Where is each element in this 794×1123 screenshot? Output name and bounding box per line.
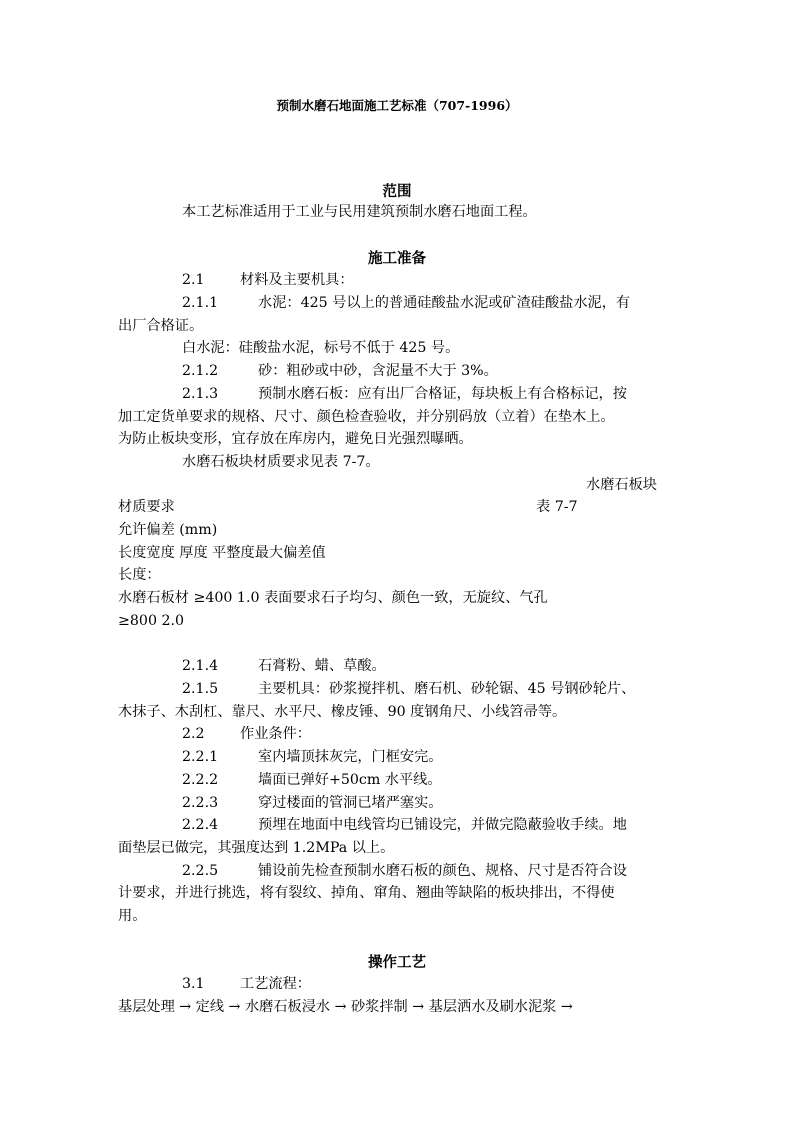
- white-cement-text: 白水泥：硅酸盐水泥，标号不低于 425 号。: [182, 340, 460, 356]
- paragraph-2-2-5-cont-2: 用。: [118, 908, 147, 924]
- paragraph-2-1-1-cont: 出厂合格证。: [118, 318, 204, 334]
- paragraph-3-1: [182, 974, 311, 994]
- paragraph-text: 作业条件：: [240, 726, 311, 742]
- paragraph-2-2-1: [182, 747, 442, 767]
- table-row-2: ≥800 2.0: [118, 613, 185, 629]
- paragraph-2-2: [182, 724, 311, 744]
- paragraph-number: 2.1.1: [182, 295, 219, 311]
- paragraph-text: 室内墙顶抹灰完，门框安完。: [258, 749, 443, 765]
- paragraph-text: 墙面已弹好+50cm 水平线。: [258, 772, 442, 788]
- paragraph-2-2-5: [182, 861, 627, 881]
- paragraph-2-1-2: [182, 361, 498, 381]
- table-title-right: 水磨石板块: [586, 477, 657, 493]
- paragraph-2-1-3-cont-1: 加工定货单要求的规格、尺寸、颜色检查验收，并分别码放（立着）在垫木上。: [118, 409, 615, 425]
- paragraph-text: 水泥：425 号以上的普通硅酸盐水泥或矿渣硅酸盐水泥，有: [258, 295, 631, 311]
- section-heading-process: 操作工艺: [368, 954, 426, 971]
- table-row-1: 水磨石板材 ≥400 1.0 表面要求石子均匀、颜色一致，无旋纹、气孔: [118, 590, 548, 606]
- paragraph-number: 2.1.5: [182, 681, 219, 697]
- document-title: 预制水磨石地面施工艺标准（707-1996）: [276, 98, 518, 113]
- paragraph-number: 2.2.3: [182, 795, 219, 811]
- paragraph-2-2-5-cont-1: 计要求，并进行挑选，将有裂纹、掉角、窜角、翘曲等缺陷的板块排出，不得使: [118, 885, 615, 901]
- paragraph-text: 石膏粉、蜡、草酸。: [258, 658, 386, 674]
- paragraph-number: 2.1.4: [182, 658, 219, 674]
- paragraph-text: 主要机具：砂浆搅拌机、磨石机、砂轮锯、45 号钢砂轮片、: [258, 681, 636, 697]
- table-tolerance-label: 允许偏差 (mm): [118, 522, 218, 538]
- table-reference: 水磨石板块材质要求见表 7-7。: [182, 454, 380, 470]
- paragraph-2-1: [182, 270, 354, 290]
- paragraph-number: 2.2.4: [182, 817, 219, 833]
- paragraph-text: 穿过楼面的管洞已堵严塞实。: [258, 795, 443, 811]
- paragraph-number: 3.1: [182, 976, 205, 992]
- process-flow: 基层处理 → 定线 → 水磨石板浸水 → 砂浆拌制 → 基层洒水及刷水泥浆 →: [118, 999, 573, 1015]
- table-header: 长度宽度 厚度 平整度最大偏差值: [118, 545, 326, 561]
- paragraph-text: 材料及主要机具：: [240, 272, 354, 288]
- paragraph-number: 2.2.1: [182, 749, 219, 765]
- paragraph-text: 预埋在地面中电线管均已铺设完，并做完隐蔽验收手续。地: [258, 817, 627, 833]
- table-length-label: 长度：: [118, 567, 161, 583]
- paragraph-text: 铺设前先检查预制水磨石板的颜色、规格、尺寸是否符合设: [258, 863, 627, 879]
- paragraph-number: 2.1.2: [182, 363, 219, 379]
- table-number: 表 7-7: [536, 499, 578, 515]
- paragraph-2-1-5: [182, 679, 635, 699]
- paragraph-2-1-4: [182, 656, 386, 676]
- paragraph-2-2-4: [182, 815, 627, 835]
- paragraph-text: 工艺流程：: [240, 976, 311, 992]
- paragraph-2-1-3-cont-2: 为防止板块变形，宜存放在库房内，避免日光强烈曝晒。: [118, 431, 473, 447]
- table-title-left: 材质要求: [118, 499, 175, 515]
- paragraph-2-1-3: [182, 384, 627, 404]
- paragraph-2-1-1: [182, 293, 630, 313]
- scope-text: 本工艺标准适用于工业与民用建筑预制水磨石地面工程。: [182, 204, 537, 220]
- section-heading-scope: 范围: [382, 183, 412, 200]
- paragraph-number: 2.1.3: [182, 386, 219, 402]
- section-heading-preparation: 施工准备: [368, 250, 426, 267]
- paragraph-text: 砂：粗砂或中砂，含泥量不大于 3%。: [258, 363, 498, 379]
- paragraph-2-1-5-cont: 木抹子、木刮杠、靠尺、水平尺、橡皮锤、90 度钢角尺、小线笤帚等。: [118, 704, 567, 720]
- paragraph-number: 2.1: [182, 272, 205, 288]
- paragraph-text: 预制水磨石板：应有出厂合格证，每块板上有合格标记，按: [258, 386, 627, 402]
- paragraph-number: 2.2: [182, 726, 205, 742]
- paragraph-number: 2.2.2: [182, 772, 219, 788]
- paragraph-2-2-2: [182, 770, 442, 790]
- paragraph-2-2-3: [182, 793, 442, 813]
- paragraph-number: 2.2.5: [182, 863, 219, 879]
- paragraph-2-2-4-cont: 面垫层已做完，其强度达到 1.2MPa 以上。: [118, 840, 395, 856]
